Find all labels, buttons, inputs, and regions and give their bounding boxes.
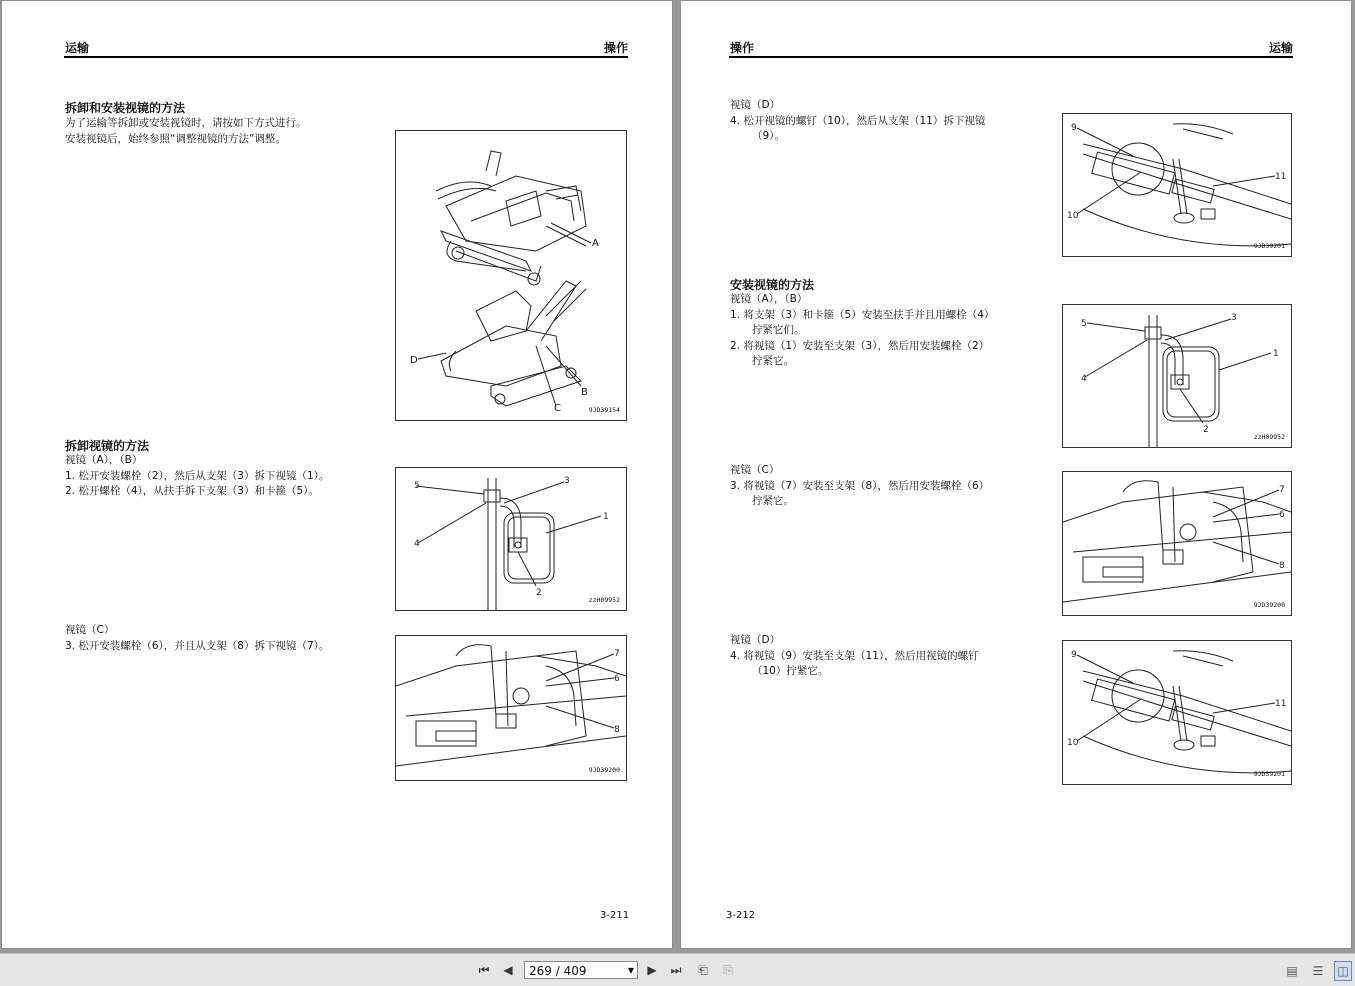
- mirror-c-illustration: [396, 636, 626, 780]
- label-11: 11: [1275, 699, 1287, 709]
- remove-c-text: [65, 623, 329, 654]
- label-5: 5: [1081, 319, 1087, 329]
- label-9: 9: [1071, 123, 1077, 133]
- label-7: 7: [1279, 485, 1285, 495]
- remove-ab-text: [65, 453, 329, 500]
- label-6: 6: [1279, 510, 1285, 520]
- install-c-text: [730, 463, 989, 510]
- install-ab-text: [730, 292, 994, 370]
- section-title-remove-install: 拆卸和安装视镜的方法: [65, 101, 186, 115]
- subtitle-mirror-d: 视镜（D）: [730, 634, 781, 646]
- continuous-view-icon[interactable]: ☰: [1312, 964, 1324, 978]
- figure-code: 9JD39201: [1253, 242, 1285, 250]
- mirror-d-illustration: [1063, 641, 1291, 784]
- prev-page-icon[interactable]: ◀: [503, 963, 513, 977]
- page-indicator: 269 / 409: [529, 964, 587, 978]
- label-10: 10: [1067, 738, 1079, 748]
- label-3: 3: [1231, 313, 1237, 323]
- label-11: 11: [1275, 172, 1287, 182]
- figure-code: 9JD39154: [588, 406, 620, 414]
- excavator-illustration: [396, 131, 626, 420]
- install-step-2: 2. 将视镜（1）安装至支架（3），然后用安装螺栓（2）: [730, 339, 990, 352]
- figure-mirror-d-install: [1062, 640, 1292, 785]
- section-title-remove: 拆卸视镜的方法: [65, 439, 150, 453]
- first-page-icon[interactable]: ⏮: [478, 963, 490, 977]
- subtitle-mirror-c: 视镜（C）: [730, 464, 780, 476]
- label-3: 3: [564, 476, 570, 486]
- label-2: 2: [1203, 425, 1209, 435]
- figure-excavator-mirrors: [395, 130, 627, 421]
- figure-mirror-c-install: [1062, 471, 1292, 616]
- label-b: B: [581, 387, 588, 398]
- page-number: 3-212: [726, 910, 756, 921]
- label-c: C: [554, 403, 561, 414]
- step-4-cont: （9）。: [752, 130, 785, 142]
- figure-code: zzH09952: [1253, 433, 1285, 441]
- page-header-left: 运输: [65, 41, 90, 55]
- header-rule: [64, 56, 628, 58]
- mirror-bracket-illustration: [396, 468, 626, 610]
- step-1: 1. 松开安装螺栓（2），然后从支架（3）拆下视镜（1）。: [65, 469, 330, 482]
- viewer-toolbar: [0, 953, 1355, 986]
- subtitle-mirror-c: 视镜（C）: [65, 624, 115, 636]
- label-4: 4: [414, 539, 420, 549]
- intro-text: [65, 116, 307, 147]
- step-3: 3. 松开安装螺栓（6），并且从支架（8）拆下视镜（7）。: [65, 639, 330, 652]
- step-2: 2. 松开螺栓（4），从扶手拆下支架（3）和卡箍（5）。: [65, 485, 319, 497]
- label-1: 1: [603, 512, 609, 522]
- subtitle-mirror-d: 视镜（D）: [730, 99, 781, 111]
- last-page-icon[interactable]: ⏭: [670, 963, 682, 977]
- figure-code: 9JD39200: [1253, 601, 1285, 609]
- go-forward-icon[interactable]: ⎘: [723, 963, 733, 977]
- chevron-down-icon[interactable]: ▼: [627, 966, 634, 975]
- header-rule: [729, 56, 1293, 58]
- page-number: 3-211: [600, 910, 630, 921]
- single-page-view-icon[interactable]: ▤: [1286, 964, 1298, 978]
- intro-line-1: 为了运输等拆卸或安装视镜时，请按如下方式进行。: [65, 117, 307, 129]
- install-step-3-cont: 拧紧它。: [752, 495, 794, 507]
- install-step-4: 4. 将视镜（9）安装至支架（11），然后用视镜的螺钉: [730, 649, 979, 662]
- section-title-install: 安装视镜的方法: [730, 278, 815, 292]
- figure-code: zzH09952: [588, 596, 620, 604]
- label-d: D: [410, 355, 418, 366]
- label-10: 10: [1067, 211, 1079, 221]
- mirror-c-illustration: [1063, 472, 1291, 615]
- page-header-right: 运输: [1268, 41, 1293, 55]
- two-page-view-icon[interactable]: ◫: [1334, 961, 1352, 981]
- step-4: 4. 松开视镜的螺钉（10），然后从支架（11）拆下视镜: [730, 114, 986, 127]
- page-number-field[interactable]: [524, 961, 638, 979]
- label-7: 7: [614, 649, 620, 659]
- label-6: 6: [614, 674, 620, 684]
- mirror-d-illustration: [1063, 114, 1291, 256]
- figure-mirror-bracket-install: [1062, 304, 1292, 448]
- remove-d-text: [730, 98, 985, 145]
- install-step-3: 3. 将视镜（7）安装至支架（8），然后用安装螺栓（6）: [730, 479, 990, 492]
- label-4: 4: [1081, 374, 1087, 384]
- label-2: 2: [536, 588, 542, 598]
- figure-mirror-d: [1062, 113, 1292, 257]
- page-3-212: [681, 1, 1351, 948]
- install-step-4-cont: （10）拧紧它。: [752, 665, 829, 677]
- next-page-icon[interactable]: ▶: [647, 963, 657, 977]
- figure-code: 9JD39201: [1253, 770, 1285, 778]
- go-back-icon[interactable]: ⎗: [698, 963, 708, 977]
- figure-mirror-bracket: [395, 467, 627, 611]
- label-9: 9: [1071, 650, 1077, 660]
- figure-mirror-c: [395, 635, 627, 781]
- install-step-1: 1. 将支架（3）和卡箍（5）安装至扶手并且用螺栓（4）: [730, 308, 995, 321]
- page-header-left: 操作: [730, 41, 755, 55]
- label-8: 8: [1279, 561, 1285, 571]
- install-d-text: [730, 633, 979, 680]
- label-a: A: [592, 238, 599, 249]
- install-step-1-cont: 拧紧它们。: [752, 324, 805, 336]
- mirror-bracket-illustration: [1063, 305, 1291, 447]
- label-1: 1: [1273, 349, 1279, 359]
- page-3-211: [2, 1, 672, 948]
- install-step-2-cont: 拧紧它。: [752, 355, 794, 367]
- subtitle-mirror-ab: 视镜（A），（B）: [730, 293, 808, 305]
- intro-line-2: 安装视镜后，始终参照“调整视镜的方法”调整。: [65, 132, 286, 145]
- label-8: 8: [614, 725, 620, 735]
- subtitle-mirror-ab: 视镜（A），（B）: [65, 454, 143, 466]
- label-5: 5: [414, 481, 420, 491]
- page-header-right: 操作: [603, 41, 628, 55]
- figure-code: 9JD39200: [588, 766, 620, 774]
